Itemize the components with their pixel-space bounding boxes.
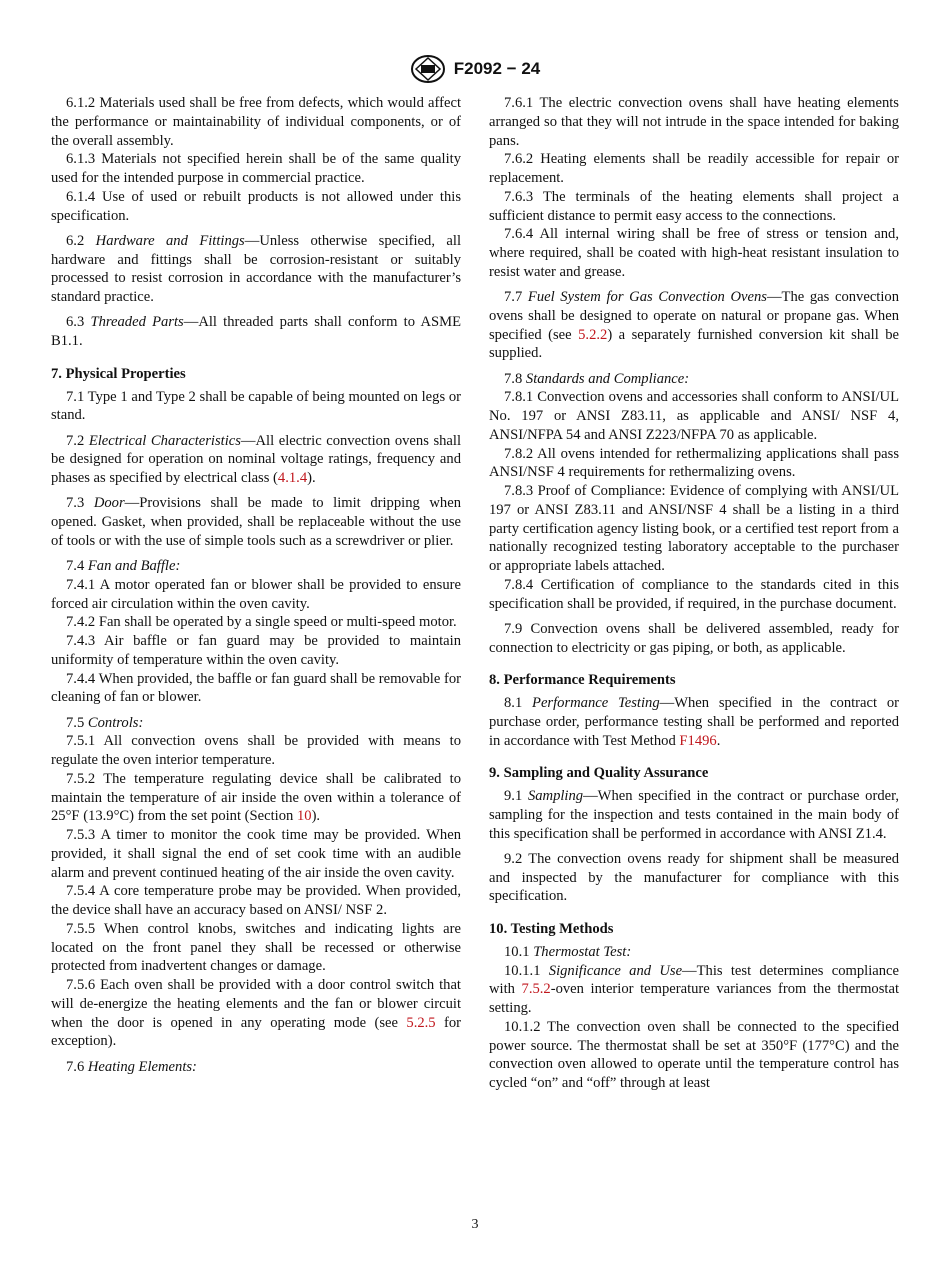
section-7-8: 7.8 Standards and Compliance: [504, 370, 690, 387]
section-6-1-2: 6.1.2 Materials used shall be free from defects, which would affect the performance or maintainability of individual components, or of the overall assembly. [51, 95, 461, 149]
section-7-7: 7.7 Fuel System for Gas Convection Ovens—The gas convection ovens shall be designed to operate on natural or propane gas. When specified (see 5.2.2) a separately furnished conversion kit shall be supplied. [489, 289, 900, 362]
astm-logo-icon [410, 54, 446, 84]
section-7-4-1: 7.4.1 A motor operated fan or blower shall be provided to ensure forced air circulation within the oven cavity. [51, 576, 461, 612]
section-7-6-3: 7.6.3 The terminals of the heating elements shall project a sufficient distance to permit easy access to the connections. [489, 188, 899, 224]
heading-physical-properties: 7. Physical Properties [51, 365, 186, 382]
right-column [489, 94, 899, 1093]
link-4-1-4[interactable]: 4.1.4 [277, 470, 308, 486]
section-7-5-1: 7.5.1 All convection ovens shall be provided with means to regulate the oven interior temperature. [51, 733, 461, 768]
link-f1496[interactable]: F1496 [679, 732, 717, 749]
section-9-1: 9.1 Sampling—When specified in the contract or purchase order, sampling for the inspection and tests contained in the main body of this specification shall be performed in accordance with ANSI Z1.4. [489, 788, 900, 842]
link-5-2-2[interactable]: 5.2.2 [578, 326, 608, 343]
link-section-10[interactable]: 10 [296, 808, 312, 825]
section-8-1: 8.1 Performance Testing—When specified in the contract or purchase order, performance testing shall be performed and reported in accordance with Test Method F1496. [489, 695, 899, 749]
section-7-4-3: 7.4.3 Air baffle or fan guard may be provided to maintain uniformity of temperature within the oven cavity. [51, 633, 461, 668]
link-7-5-2[interactable]: 7.5.2 [521, 981, 551, 998]
section-7-8-1: 7.8.1 Convection ovens and accessories shall conform to ANSI/UL No. 197 or ANSI Z83.11, as applicable and ANSI/ NSF 4, ANSI/NFPA 54 and ANSI Z223/NFPA 70 as applicable. [489, 389, 899, 443]
section-6-2: 6.2 Hardware and Fittings—Unless otherwise specified, all hardware and fittings shall be corrosion-resistant or suitably processed to resist corrosion in accordance with the manufacturer’s standard practice. [51, 232, 461, 305]
section-7-8-2: 7.8.2 All ovens intended for rethermalizing applications shall pass ANSI/NSF 4 requirements for rethermalizing ovens. [489, 445, 899, 481]
section-7-6-1: 7.6.1 The electric convection ovens shall have heating elements arranged so that they will not intrude in the space intended for baking pans. [489, 95, 899, 149]
page-header [0, 52, 950, 86]
section-10-1-2: 10.1.2 The convection oven shall be connected to the specified power source. The thermostat shall be set at 350°F (177°C) and the convection oven allowed to operate until the temperature control has cycled “on” and “off” through at least [489, 1018, 899, 1091]
section-7-5-2: 7.5.2 The temperature regulating device shall be calibrated to maintain the temperature of air inside the oven within a tolerance of 25°F (13.9°C) from the set point (Section 10). [51, 770, 461, 825]
section-7-3: 7.3 Door—Provisions shall be made to limit dripping when opened. Gasket, when provided, shall be replaceable without the use of tools or with the use of simple tools such as a screwdriver or plier. [51, 495, 461, 549]
section-7-6: 7.6 Heating Elements: [66, 1058, 197, 1075]
section-6-1-4: 6.1.4 Use of used or rebuilt products is not allowed under this specification. [51, 188, 461, 224]
section-10-1: 10.1 Thermostat Test: [504, 943, 632, 960]
section-7-5-4: 7.5.4 A core temperature probe may be provided. When provided, the device shall have an accuracy based on ANSI/ NSF 2. [51, 883, 461, 918]
section-7-1: 7.1 Type 1 and Type 2 shall be capable of being mounted on legs or stand. [51, 388, 461, 424]
page-number: 3 [471, 1217, 479, 1232]
section-7-4: 7.4 Fan and Baffle: [66, 558, 181, 574]
section-10-1-1: 10.1.1 Significance and Use—This test determines compliance with 7.5.2-oven interior temperature variances from the thermostat setting. [489, 962, 899, 1016]
section-7-8-3: 7.8.3 Proof of Compliance: Evidence of complying with ANSI/UL 197 or ANSI Z83.11 and ANSI/NSF 4 shall be a listing in a third party certification agency listing book, or a certified test report from a nationally recognized testing laboratory acceptable to the purchaser or appropriate labels attached. [489, 483, 899, 574]
heading-testing-methods: 10. Testing Methods [489, 921, 614, 937]
left-column [51, 94, 461, 1076]
section-6-3: 6.3 Threaded Parts—All threaded parts shall conform to ASME B1.1. [51, 314, 461, 349]
section-7-2: 7.2 Electrical Characteristics—All electric convection ovens shall be designed for operation on nominal voltage ratings, frequency and phases as specified by electrical class (4.1.4). [51, 432, 462, 486]
link-5-2-5[interactable]: 5.2.5 [406, 1014, 436, 1031]
section-6-1-3: 6.1.3 Materials not specified herein shall be of the same quality used for the intended purpose in commercial practice. [51, 151, 461, 186]
document-designation: F2092 − 24 [453, 59, 541, 78]
section-7-9: 7.9 Convection ovens shall be delivered assembled, ready for connection to electricity or gas piping, or both, as applicable. [489, 620, 899, 656]
section-7-5: 7.5 Controls: [66, 714, 144, 731]
section-7-5-6: 7.5.6 Each oven shall be provided with a door control switch that will de-energize the heating elements and the fan or blower circuit when the door is opened in any operating mode (see 5.2.5 for exception). [51, 977, 461, 1050]
section-7-5-5: 7.5.5 When control knobs, switches and indicating lights are located on the front panel they shall be recessed or otherwise protected from inadvertent changes or damage. [51, 920, 461, 975]
section-7-5-3: 7.5.3 A timer to monitor the cook time may be provided. When provided, it shall signal the end of set cook time with an audible alarm and prevent continued heating of the air inside the oven cavity. [51, 827, 461, 881]
section-7-6-4: 7.6.4 All internal wiring shall be free of stress or tension and, where required, shall be coated with high-heat resistant insulation to resist water and grease. [489, 226, 899, 280]
section-9-2: 9.2 The convection ovens ready for shipment shall be measured and inspected by the manufacturer for compliance with this specification. [489, 850, 899, 905]
heading-performance-requirements: 8. Performance Requirements [489, 672, 676, 689]
section-7-6-2: 7.6.2 Heating elements shall be readily accessible for repair or replacement. [489, 151, 899, 186]
section-7-4-2: 7.4.2 Fan shall be operated by a single speed or multi-speed motor. [66, 614, 457, 631]
section-7-8-4: 7.8.4 Certification of compliance to the standards cited in this specification shall be provided, if required, in the purchase document. [489, 576, 899, 612]
heading-sampling-quality: 9. Sampling and Quality Assurance [489, 765, 709, 782]
section-7-4-4: 7.4.4 When provided, the baffle or fan guard shall be removable for cleaning of fan or blower. [51, 670, 461, 706]
